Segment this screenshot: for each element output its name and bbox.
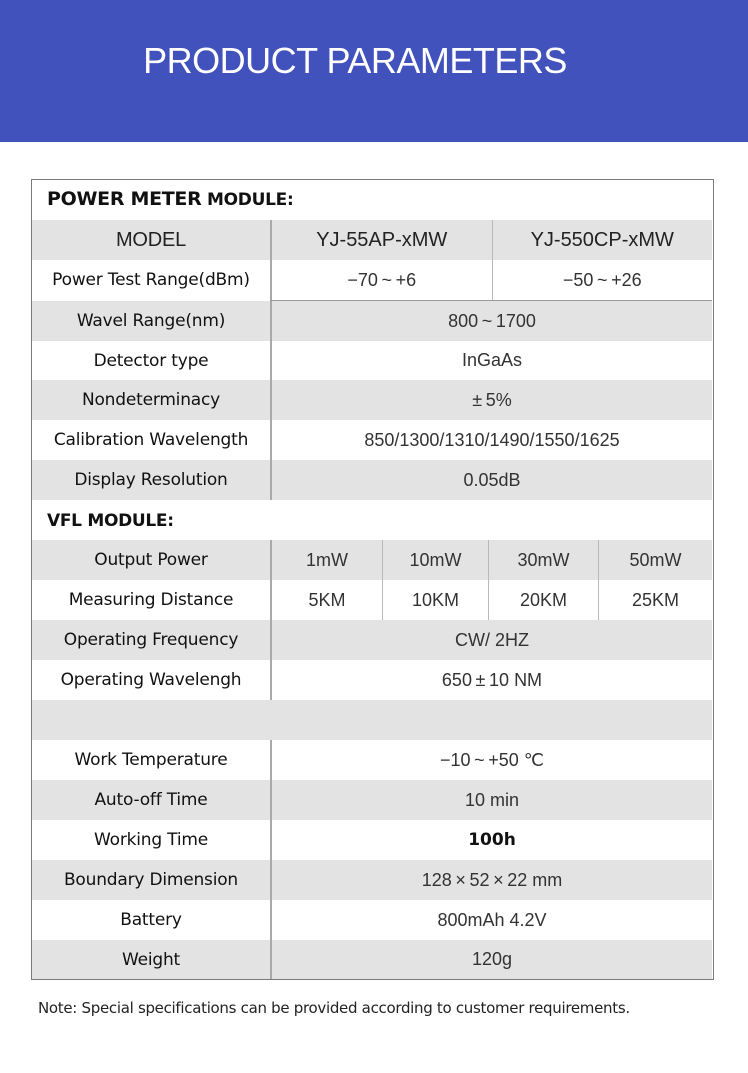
spec-row xyxy=(32,620,712,660)
model-cell-2 xyxy=(492,220,713,260)
spec-row xyxy=(32,780,712,820)
row-value: 100h xyxy=(468,830,516,850)
spec-row xyxy=(32,940,712,979)
row-label: Working Time xyxy=(94,830,208,850)
row-value: InGaAs xyxy=(270,341,712,380)
row-label: Auto-off Time xyxy=(94,790,208,810)
row-value: 800mAh 4.2V xyxy=(270,900,712,940)
spec-row xyxy=(32,301,712,341)
row-label: Boundary Dimension xyxy=(63,870,239,890)
row-value: 10 min xyxy=(270,780,712,820)
row-label: Nondeterminacy xyxy=(81,390,221,410)
row-value-cell xyxy=(270,820,712,860)
row-label: Output Power xyxy=(94,550,208,570)
row-value: 800 ~ 1700 xyxy=(270,301,712,341)
row-value: −50 ~ +26 xyxy=(492,260,713,300)
spec-row xyxy=(32,860,712,900)
row-label: Power Test Range(dBm) xyxy=(52,270,250,290)
row-label: Display Resolution xyxy=(74,470,228,490)
row-value: −10 ~ +50 ℃ xyxy=(270,740,712,780)
row-value: 10mW xyxy=(382,540,488,580)
spec-row xyxy=(32,460,712,500)
row-value: CW/ 2HZ xyxy=(270,620,712,660)
model-cell-1 xyxy=(270,220,492,260)
row-value: 25KM xyxy=(598,580,712,620)
row-label: Calibration Wavelength xyxy=(53,430,249,450)
row-label: Wavel Range(nm) xyxy=(76,311,226,331)
row-value: 0.05dB xyxy=(270,460,712,500)
spacer-row xyxy=(32,700,712,740)
row-label: Operating Frequency xyxy=(63,630,239,650)
power-meter-title-main: POWER METER xyxy=(47,188,202,210)
spec-row xyxy=(32,660,712,700)
power-meter-section-title xyxy=(47,188,293,210)
vfl-section-title: VFL MODULE: xyxy=(47,511,174,531)
model-name: YJ-55AP-xMW xyxy=(316,228,448,251)
row-value: ± 5% xyxy=(270,380,712,420)
row-label: Detector type xyxy=(93,350,209,371)
row-label: Operating Wavelengh xyxy=(60,670,242,690)
row-value: 128 × 52 × 22 mm xyxy=(270,860,712,900)
row-value: 120g xyxy=(270,940,712,979)
page-title: PRODUCT PARAMETERS xyxy=(143,40,567,81)
spec-row xyxy=(32,740,712,780)
row-label: Measuring Distance xyxy=(68,590,234,610)
row-value: 20KM xyxy=(488,580,598,620)
row-value: 50mW xyxy=(598,540,712,580)
row-value: 30mW xyxy=(488,540,598,580)
row-value: −70 ~ +6 xyxy=(270,260,492,300)
row-label: Battery xyxy=(120,910,182,930)
row-value: 650 ± 10 NM xyxy=(270,660,712,700)
parameters-table xyxy=(31,179,714,980)
row-value: 1mW xyxy=(270,540,382,580)
header-banner xyxy=(0,0,748,142)
spec-row xyxy=(32,341,712,380)
spec-row xyxy=(32,900,712,940)
spec-row xyxy=(32,380,712,420)
row-value: 5KM xyxy=(270,580,382,620)
spec-row xyxy=(32,420,712,460)
footnote: Note: Special specifications can be provided according to customer requirements. xyxy=(38,999,630,1017)
spec-row xyxy=(32,820,712,860)
model-row xyxy=(32,220,712,260)
row-label: Weight xyxy=(121,949,181,970)
power-test-range-row xyxy=(32,260,712,300)
row-label: Work Temperature xyxy=(74,750,228,770)
model-label-cell xyxy=(32,220,270,260)
row-value: 10KM xyxy=(382,580,488,620)
output-power-row xyxy=(32,540,712,580)
power-meter-title-rest: MODULE: xyxy=(201,190,294,210)
model-label: MODEL xyxy=(115,228,187,251)
model-name: YJ-550CP-xMW xyxy=(530,228,674,251)
measuring-distance-row xyxy=(32,580,712,620)
row-value: 850/1300/1310/1490/1550/1625 xyxy=(270,420,712,460)
